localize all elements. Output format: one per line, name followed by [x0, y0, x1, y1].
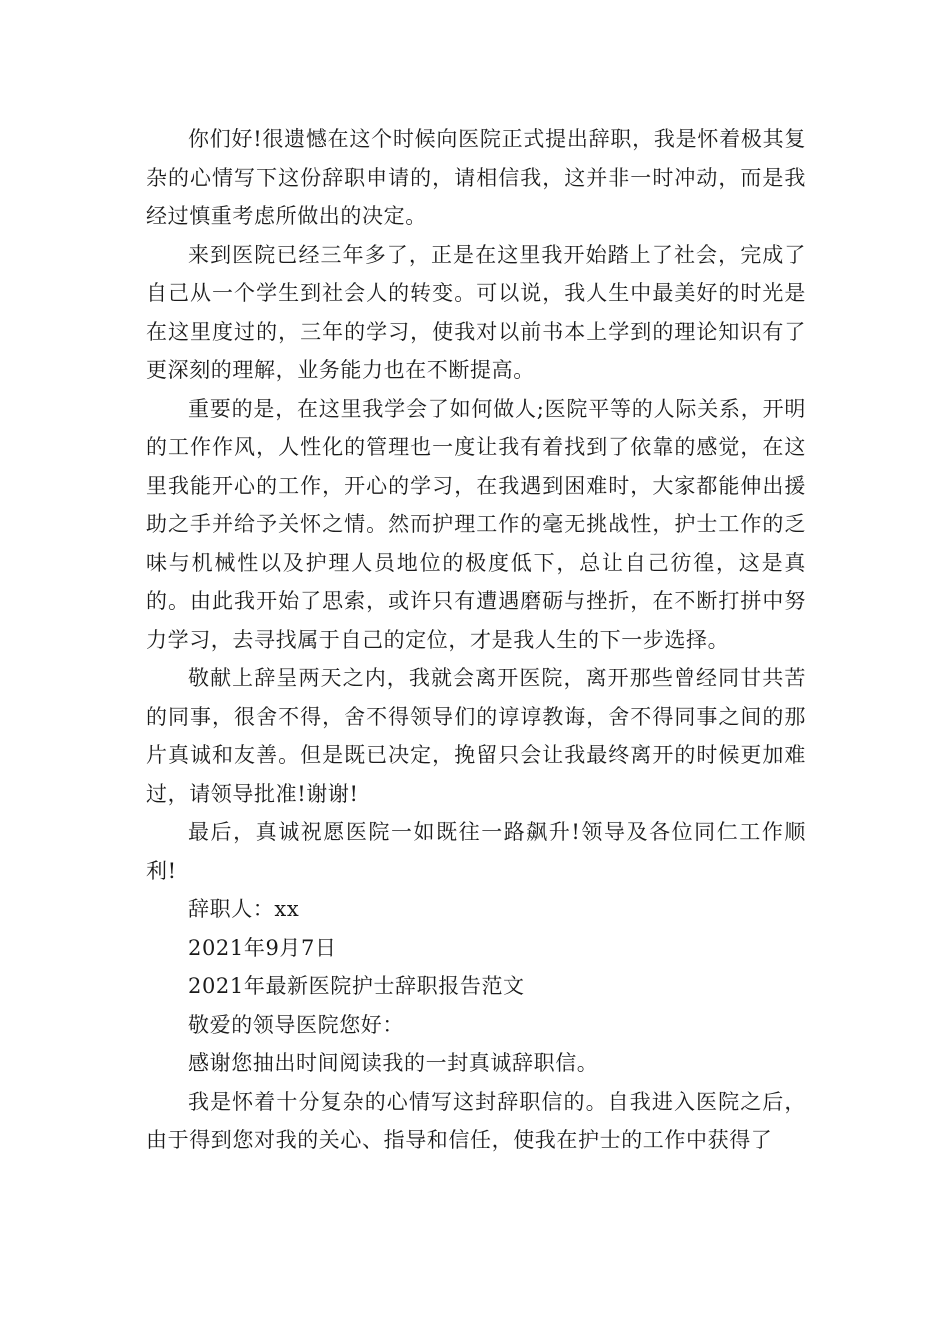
second-letter-thanks: 感谢您抽出时间阅读我的一封真诚辞职信。: [188, 1051, 599, 1075]
paragraph-experience: 来到医院已经三年多了，正是在这里我开始踏上了社会，完成了自己从一个学生到社会人的转变。可以说，我人生中最美好的时光是在这里度过的，三年的学习，使我对以前书本上学到的理论知识有了更深刻的理解，业务能力也在不断提高。: [146, 242, 806, 382]
second-letter-title: 2021年最新医院护士辞职报告范文: [188, 974, 525, 998]
paragraph-reasons: 重要的是，在这里我学会了如何做人;医院平等的人际关系，开明的工作作风，人性化的管理也一度让我有着找到了依靠的感觉，在这里我能开心的工作，开心的学习，在我遇到困难时，大家都能伸出援助之手并给予关怀之情。然而护理工作的毫无挑战性，护士工作的乏味与机械性以及护理人员地位的极度低下，总让自己彷徨，这是真的。由此我开始了思索，或许只有遭遇磨砺与挫折，在不断打拼中努力学习，去寻找属于自己的定位，才是我人生的下一步选择。: [146, 396, 806, 652]
paragraph-greeting: 你们好!很遗憾在这个时候向医院正式提出辞职，我是怀着极其复杂的心情写下这份辞职申请的，请相信我，这并非一时冲动，而是我经过慎重考虑所做出的决定。: [146, 127, 806, 228]
paragraph-wishes: 最后，真诚祝愿医院一如既往一路飙升!领导及各位同仁工作顺利!: [146, 820, 806, 883]
paragraph-farewell: 敬献上辞呈两天之内，我就会离开医院，离开那些曾经同甘共苦的同事，很舍不得，舍不得领导们的谆谆教诲，舍不得同事之间的那片真诚和友善。但是既已决定，挽留只会让我最终离开的时候更加难过，请领导批准!谢谢!: [146, 666, 806, 806]
signature-resigner: 辞职人：xx: [188, 897, 300, 921]
second-letter-body: 我是怀着十分复杂的心情写这封辞职信的。自我进入医院之后，由于得到您对我的关心、指导和信任，使我在护士的工作中获得了: [146, 1089, 806, 1152]
document-body: [146, 120, 806, 1160]
second-letter-salutation: 敬爱的领导医院您好：: [188, 1012, 404, 1037]
signature-date: 2021年9月7日: [188, 935, 337, 960]
